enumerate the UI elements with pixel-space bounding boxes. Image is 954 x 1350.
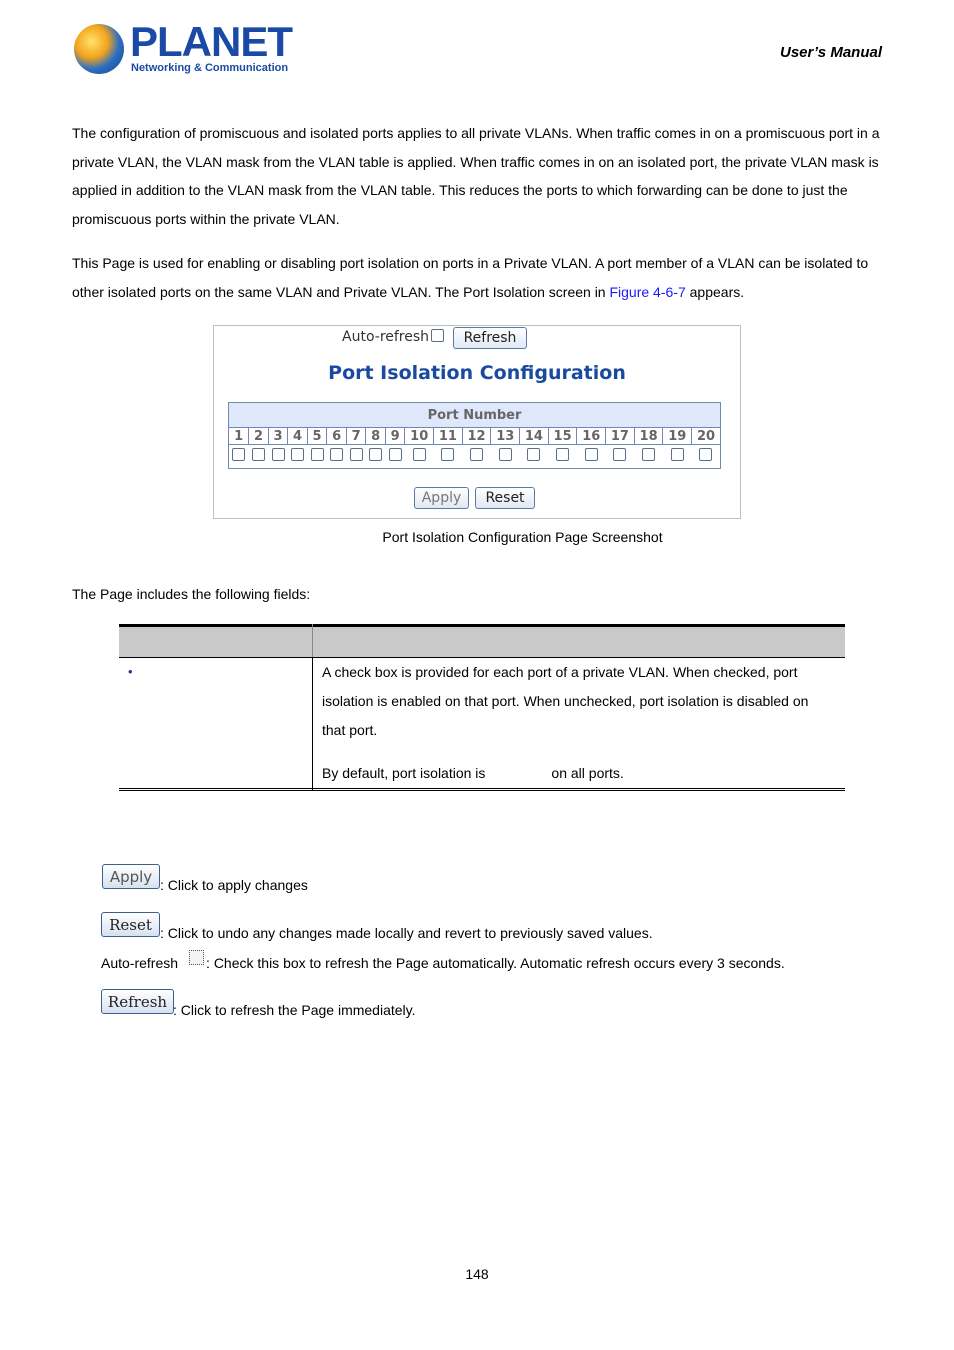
port-isolation-checkbox[interactable] — [699, 448, 712, 461]
logo-wordmark: PLANET — [130, 18, 292, 65]
port-label: 4 — [288, 428, 308, 445]
port-isolation-checkbox[interactable] — [556, 448, 569, 461]
port-isolation-checkbox[interactable] — [311, 448, 324, 461]
port-isolation-checkbox[interactable] — [441, 448, 454, 461]
port-isolation-checkbox[interactable] — [272, 448, 285, 461]
port-cell — [663, 445, 692, 469]
port-label: 1 — [229, 428, 249, 445]
field-description: A check box is provided for each port of a private VLAN. When checked, port isolation is enabled on that port. When unchecked, port isolation is disabled on that port. — [322, 664, 809, 738]
port-label: 9 — [385, 428, 405, 445]
field-default-note — [322, 765, 624, 781]
port-cell — [288, 445, 308, 469]
port-cell — [692, 445, 721, 469]
page-number: 148 — [465, 1266, 489, 1282]
figure-caption: Port Isolation Configuration Page Screenshot — [382, 529, 663, 545]
port-label: 11 — [434, 428, 463, 445]
apply-button[interactable]: Apply — [414, 487, 469, 509]
port-label: 5 — [307, 428, 327, 445]
port-cell — [307, 445, 327, 469]
port-label: 6 — [327, 428, 347, 445]
field-table-header — [119, 624, 845, 658]
port-isolation-checkbox[interactable] — [613, 448, 626, 461]
port-label: 14 — [520, 428, 549, 445]
planet-logo — [74, 18, 292, 78]
figure-link[interactable]: Figure 4-6-7 — [609, 283, 686, 300]
logo-tagline: Networking & Communication — [131, 62, 289, 74]
bottom-rule — [119, 788, 845, 791]
port-cell — [327, 445, 347, 469]
port-label: 20 — [692, 428, 721, 445]
config-title: Port Isolation Configuration — [328, 362, 626, 384]
port-cell — [346, 445, 366, 469]
auto-refresh-label: Auto-refresh — [342, 329, 430, 345]
port-isolation-checkbox[interactable] — [470, 448, 483, 461]
header-divider — [312, 624, 313, 658]
refresh-button[interactable]: Refresh — [453, 327, 527, 349]
description-paragraph — [72, 249, 884, 306]
field-table — [119, 624, 845, 791]
refresh-description: : Click to refresh the Page immediately. — [173, 1002, 416, 1018]
port-isolation-checkbox[interactable] — [499, 448, 512, 461]
auto-refresh-checkbox[interactable] — [431, 329, 444, 342]
doc-auto-refresh-checkbox[interactable] — [189, 950, 204, 965]
port-isolation-checkbox[interactable] — [642, 448, 655, 461]
para2-text-after: appears. — [685, 283, 745, 300]
port-cell — [520, 445, 549, 469]
column-divider — [312, 658, 313, 790]
reset-description: : Click to undo any changes made locally and revert to previously saved values. — [160, 925, 653, 941]
port-isolation-screenshot — [213, 325, 741, 519]
doc-refresh-button[interactable]: Refresh — [101, 989, 174, 1014]
default-after: on all ports. — [551, 765, 624, 781]
globe-icon — [74, 24, 124, 74]
doc-apply-button[interactable]: Apply — [102, 864, 160, 889]
port-label: 2 — [249, 428, 269, 445]
port-cell — [434, 445, 463, 469]
port-cell — [548, 445, 577, 469]
port-table — [228, 402, 721, 469]
port-label: 3 — [268, 428, 288, 445]
port-checkboxes-row — [229, 445, 721, 469]
apply-description: : Click to apply changes — [160, 877, 308, 893]
port-label: 15 — [548, 428, 577, 445]
port-isolation-checkbox[interactable] — [330, 448, 343, 461]
port-label: 18 — [634, 428, 663, 445]
port-label: 19 — [663, 428, 692, 445]
port-isolation-checkbox[interactable] — [350, 448, 363, 461]
port-isolation-checkbox[interactable] — [413, 448, 426, 461]
port-isolation-checkbox[interactable] — [291, 448, 304, 461]
para2-text-before: This Page is used for enabling or disabling port isolation on ports in a Private VLAN. A port member of a VLAN can be isolated to other isolated ports on the same VLAN and Private VLAN. The Port Isolation screen in — [72, 255, 869, 300]
port-label: 16 — [577, 428, 606, 445]
bullet-icon: • — [128, 664, 133, 679]
fields-intro: The Page includes the following fields: — [72, 586, 311, 602]
port-cell — [249, 445, 269, 469]
doc-auto-desc: : Check this box to refresh the Page automatically. Automatic refresh occurs every 3 seconds. — [206, 955, 785, 971]
port-isolation-checkbox[interactable] — [389, 448, 402, 461]
port-cell — [577, 445, 606, 469]
port-label: 7 — [346, 428, 366, 445]
port-cell — [268, 445, 288, 469]
port-label: 17 — [606, 428, 635, 445]
default-before: By default, port isolation is — [322, 765, 486, 781]
port-label: 12 — [462, 428, 491, 445]
doc-reset-button[interactable]: Reset — [101, 912, 160, 937]
port-cell — [385, 445, 405, 469]
port-label: 13 — [491, 428, 520, 445]
port-isolation-checkbox[interactable] — [585, 448, 598, 461]
port-cell — [229, 445, 249, 469]
port-cell — [634, 445, 663, 469]
port-label: 10 — [405, 428, 434, 445]
port-isolation-checkbox[interactable] — [527, 448, 540, 461]
port-cell — [405, 445, 434, 469]
port-cell — [491, 445, 520, 469]
port-labels-row — [229, 428, 721, 445]
port-isolation-checkbox[interactable] — [369, 448, 382, 461]
port-number-header: Port Number — [229, 403, 721, 428]
port-isolation-checkbox[interactable] — [252, 448, 265, 461]
port-cell — [366, 445, 386, 469]
doc-auto-label: Auto-refresh — [101, 955, 179, 971]
port-isolation-checkbox[interactable] — [232, 448, 245, 461]
intro-paragraph: The configuration of promiscuous and isolated ports applies to all private VLANs. When traffic comes in on a promiscuous port in a private VLAN, the VLAN mask from the VLAN table is applied. When traffic comes in on an isolated port, the private VLAN mask is applied in addition to the VLAN mask from the VLAN table. This reduces the ports to which forwarding can be done to just the promiscuous ports within the private VLAN. — [72, 125, 880, 228]
port-cell — [462, 445, 491, 469]
port-isolation-checkbox[interactable] — [671, 448, 684, 461]
reset-button[interactable]: Reset — [475, 487, 535, 509]
port-label: 8 — [366, 428, 386, 445]
manual-title: User’s Manual — [780, 44, 882, 61]
port-cell — [606, 445, 635, 469]
